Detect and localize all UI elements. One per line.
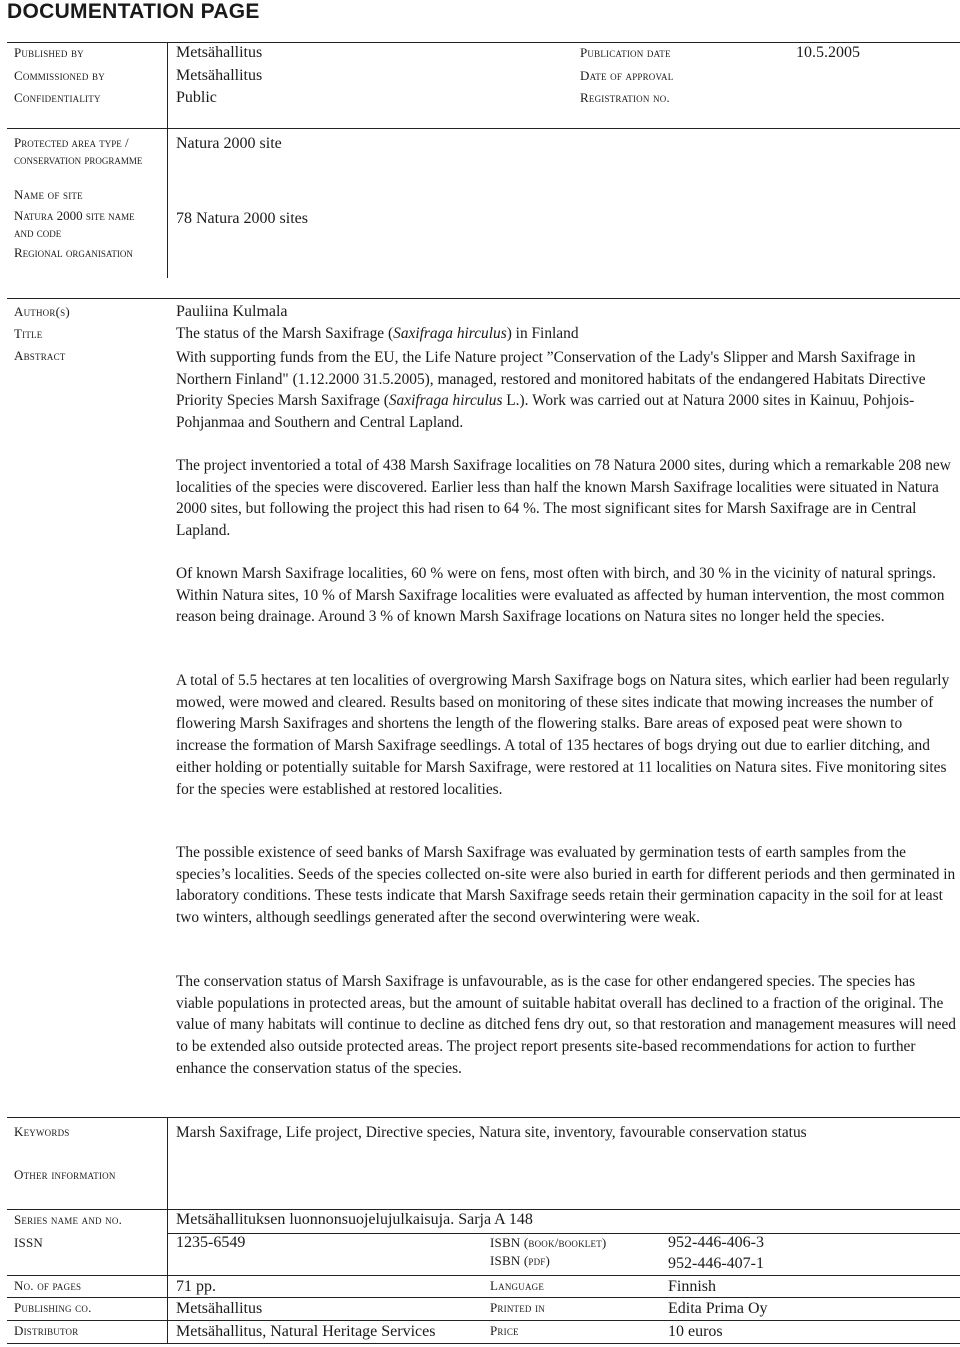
abstract-label: Abstract — [14, 348, 66, 363]
abstract-paragraph-2: The project inventoried a total of 438 Marsh Saxifrage localities on 78 Natura 2000 sites, during which a remarkable 208 new localities of the species were discovered. Earlier less than half the known Marsh Saxifrage localities were situated in Natura 2000 sites, but following the project this had risen to 64 %. The most significant sites for Marsh Saxifrage are in Central Lapland. — [176, 457, 951, 540]
distributor-label: Distributor — [14, 1323, 79, 1338]
divider — [7, 1343, 960, 1344]
abstract-text: With supporting funds from the EU, the Life Nature project ”Conservation of the Lady's Slipper and Marsh Saxifrage in Northern Finland" (1.12.2000 31.5.2005), managed, restored and monitored habitats of the endangered Habitats Directive Priority Species Marsh Saxifrage ( — [176, 349, 926, 410]
title-species-italic: Saxifraga hirculus — [393, 325, 507, 342]
publishing-co-label: Publishing co. — [14, 1300, 92, 1315]
isbn-book-value: 952-446-406-3 — [668, 1234, 764, 1251]
divider — [7, 1275, 960, 1276]
price-label: Price — [490, 1323, 519, 1338]
abstract-text: L.). Work was carried out at Natura 2000 sites in Kainuu, Pohjois-Pohjanmaa and Southern and Central Lapland. — [176, 392, 915, 432]
registration-no-label: Registration no. — [580, 90, 670, 105]
divider — [7, 128, 960, 129]
published-by-label: Published by — [14, 45, 84, 60]
confidentiality-label: Confidentiality — [14, 90, 101, 105]
authors-value: Pauliina Kulmala — [176, 303, 288, 320]
published-by-value: Metsähallitus — [176, 44, 263, 61]
authors-label: Author(s) — [14, 304, 70, 319]
pages-label: No. of pages — [14, 1278, 82, 1293]
title-text-end: ) in Finland — [506, 325, 579, 342]
column-divider — [167, 42, 168, 128]
protected-area-value: Natura 2000 site — [176, 135, 282, 152]
abstract-paragraph-4: A total of 5.5 hectares at ten localities of overgrowing Marsh Saxifrage bogs on Natura sites, which earlier had been regularly mowed, were mowed and cleared. Results based on monitoring of these sites indicate that mowing increases the number of flowering Marsh Saxifrages and shortens the length of the flowering stalks. Bare areas of exposed peat were shown to increase the formation of Marsh Saxifrage seedlings. A total of 135 hectares of bogs drying out due to earlier ditching, and either holding or potentially suitable for Marsh Saxifrage, were restored at 11 localities on Natura sites. Five monitoring sites for the species were established at restored localities. — [176, 672, 950, 798]
title-label: Title — [14, 326, 43, 341]
distributor-value: Metsähallitus, Natural Heritage Services — [176, 1323, 436, 1340]
issn-value: 1235-6549 — [176, 1234, 246, 1251]
divider — [167, 1233, 960, 1234]
divider — [7, 298, 960, 299]
species-italic: Saxifraga hirculus — [388, 392, 503, 410]
other-info-label: Other information — [14, 1167, 116, 1182]
isbn-pdf-value: 952-446-407-1 — [668, 1255, 764, 1272]
abstract-paragraph-5: The possible existence of seed banks of Marsh Saxifrage was evaluated by germination tests of earth samples from the species’s localities. Seeds of the species collected on-site were also buried in earth for different periods and then germinated in laboratory conditions. These tests indicate that Marsh Saxifrage seeds retain their germination capacity in the soil for at least two winters, although seedlings generated after the second overwintering were weak. — [176, 844, 956, 927]
divider — [7, 1117, 960, 1118]
isbn-pdf-label: ISBN (pdf) — [490, 1253, 551, 1268]
keywords-label: Keywords — [14, 1124, 70, 1139]
divider — [7, 42, 960, 43]
isbn-book-label: ISBN (book/booklet) — [490, 1235, 607, 1250]
confidentiality-value: Public — [176, 89, 217, 106]
publication-date-value: 10.5.2005 — [796, 44, 860, 61]
series-label: Series name and no. — [14, 1212, 123, 1227]
commissioned-by-value: Metsähallitus — [176, 67, 263, 84]
regional-org-label: Regional organisation — [14, 245, 133, 260]
divider — [7, 1209, 960, 1210]
language-value: Finnish — [668, 1278, 717, 1295]
document-title — [176, 325, 579, 343]
pages-value: 71 pp. — [176, 1278, 216, 1295]
abstract-paragraph-3: Of known Marsh Saxifrage localities, 60 % were on fens, most often with birch, and 30 % in the vicinity of natural springs. Within Natura sites, 10 % of Marsh Saxifrage localities were evaluated as affected by human intervention, the most common reason being drainage. Around 3 % of known Marsh Saxifrage locations on Natura sites no longer held the species. — [176, 565, 945, 626]
page-title: DOCUMENTATION PAGE — [7, 0, 260, 23]
divider — [7, 1320, 960, 1321]
natura-code-value: 78 Natura 2000 sites — [176, 210, 308, 227]
publication-date-label: Publication date — [580, 45, 671, 60]
printed-in-value: Edita Prima Oy — [668, 1300, 768, 1317]
issn-label: ISSN — [14, 1235, 43, 1250]
publishing-co-value: Metsähallitus — [176, 1300, 263, 1317]
language-label: Language — [490, 1278, 545, 1293]
natura-code-label: Natura 2000 site name and code — [14, 208, 135, 240]
commissioned-by-label: Commissioned by — [14, 68, 105, 83]
title-text: The status of the Marsh Saxifrage ( — [176, 325, 394, 342]
column-divider — [167, 128, 168, 278]
series-value: Metsähallituksen luonnonsuojelujulkaisuja. Sarja A 148 — [176, 1211, 533, 1228]
column-divider — [167, 1117, 168, 1343]
name-of-site-label: Name of site — [14, 187, 83, 202]
printed-in-label: Printed in — [490, 1300, 545, 1315]
date-of-approval-label: Date of approval — [580, 68, 674, 83]
abstract-paragraph-6: The conservation status of Marsh Saxifrage is unfavourable, as is the case for other endangered species. The species has viable populations in protected areas, but the amount of suitable habitat overall has declined to a fraction of the original. The value of many habitats will continue to decline as ditched fens dry out, so that restoration and management measures will need to be extended also outside protected areas. The project report presents site-based recommendations for action to further enhance the conservation status of the species. — [176, 973, 956, 1077]
divider — [7, 1297, 960, 1298]
protected-area-label: Protected area type / conservation programme — [14, 135, 143, 167]
price-value: 10 euros — [668, 1323, 723, 1340]
keywords-value: Marsh Saxifrage, Life project, Directive species, Natura site, inventory, favourable conservation status — [176, 1124, 807, 1141]
abstract-paragraph-1 — [176, 347, 956, 434]
